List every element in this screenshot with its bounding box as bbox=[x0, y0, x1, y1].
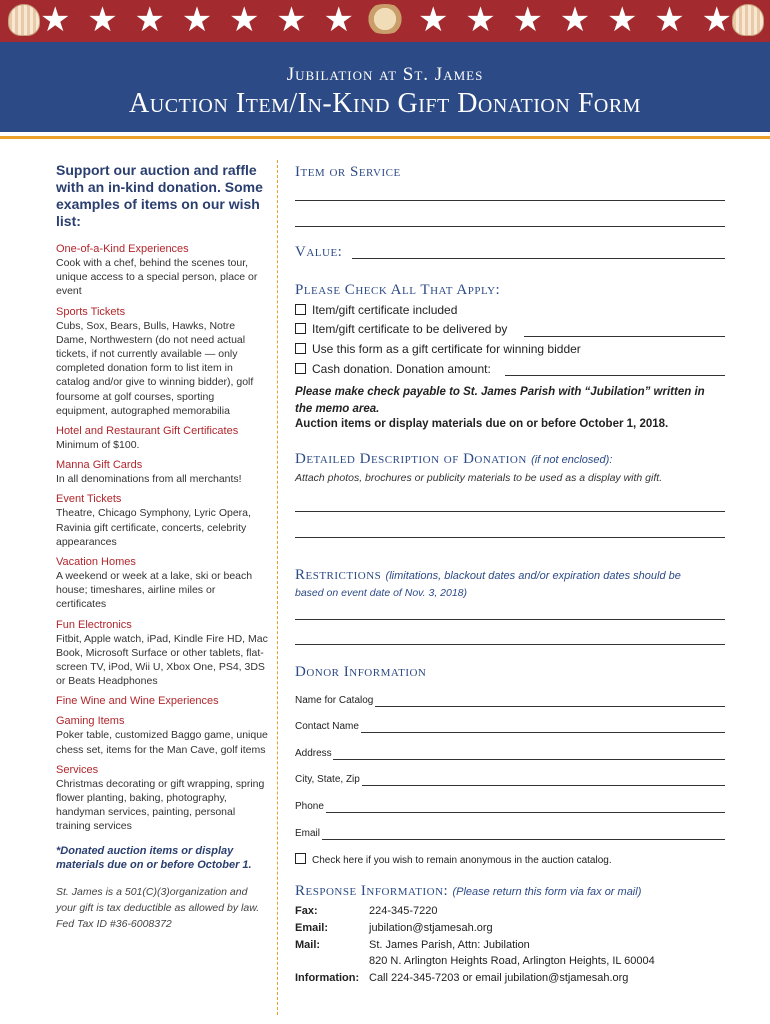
email-line[interactable] bbox=[322, 839, 725, 840]
star-icon: ★ bbox=[607, 0, 638, 40]
checkbox-label: Use this form as a gift certificate for winning bidder bbox=[312, 342, 581, 356]
item-line-1[interactable] bbox=[295, 200, 725, 201]
checkbox-label: Cash donation. Donation amount: bbox=[312, 362, 491, 376]
due-date-line: Auction items or display materials due on or before October 1, 2018. bbox=[295, 418, 669, 430]
star-icon: ★ bbox=[181, 0, 213, 40]
star-icon: ★ bbox=[465, 0, 496, 40]
star-icon: ★ bbox=[40, 0, 71, 40]
address-line[interactable] bbox=[333, 759, 725, 760]
category-title: Fun Electronics bbox=[56, 618, 132, 631]
item-line-2[interactable] bbox=[295, 226, 725, 227]
column-divider bbox=[277, 160, 278, 1015]
category-title: Hotel and Restaurant Gift Certificates bbox=[56, 425, 239, 438]
information-label: Information: bbox=[295, 972, 360, 984]
wish-list-category bbox=[56, 694, 268, 708]
checkbox-label: Item/gift certificate included bbox=[312, 303, 458, 317]
wish-list-category bbox=[56, 555, 268, 612]
wish-list-column bbox=[56, 162, 268, 932]
response-mail-2 bbox=[295, 955, 655, 967]
category-title: Vacation Homes bbox=[56, 556, 136, 569]
restrictions-line-1[interactable] bbox=[295, 619, 725, 620]
star-icon: ★ bbox=[512, 0, 543, 40]
gold-divider bbox=[0, 136, 770, 139]
description-line-1[interactable] bbox=[295, 511, 725, 512]
mail-address-line-2: 820 N. Arlington Heights Road, Arlington Heights, IL 60004 bbox=[369, 955, 655, 967]
category-body: Christmas decorating or gift wrapping, spring flower planting, baking, photography, handyman services, painting, personal training services bbox=[56, 777, 265, 833]
restrictions-line-2[interactable] bbox=[295, 644, 725, 645]
top-stars-bar bbox=[0, 0, 770, 42]
checkbox-item-included[interactable] bbox=[295, 303, 457, 317]
category-body: Fitbit, Apple watch, iPad, Kindle Fire HD, Mac Book, Microsoft Surface or other tablets, flat-screen TV, iPod, Wii U, Xbox One, PS4, 3DS or Beats Headphones bbox=[56, 632, 268, 688]
category-body: Cubs, Sox, Bears, Bulls, Hawks, Notre Dame, Northwestern (do not need actual tickets, if not currently available — only completed donation form to list item in catalog and/or give to winning bidder), golf foursome at golf courses, sporting equipment, autographed memorabilia bbox=[56, 319, 254, 417]
star-icon: ★ bbox=[134, 0, 165, 40]
email-address[interactable]: jubilation@stjamesah.org bbox=[369, 922, 493, 934]
value-line[interactable] bbox=[352, 258, 725, 259]
category-body: In all denominations from all merchants! bbox=[56, 473, 242, 486]
checkbox-icon[interactable] bbox=[295, 363, 306, 374]
restrictions-heading bbox=[295, 567, 681, 584]
description-aside: (if not enclosed): bbox=[531, 454, 613, 466]
category-title: Event Tickets bbox=[56, 493, 122, 506]
description-note: Attach photos, brochures or publicity materials to be used as a display with gift. bbox=[295, 472, 663, 484]
category-title: Gaming Items bbox=[56, 715, 125, 728]
wish-list-category bbox=[56, 242, 268, 299]
field-label-email: Email bbox=[295, 828, 321, 839]
wish-list-category bbox=[56, 305, 268, 418]
star-icon: ★ bbox=[559, 0, 591, 40]
anonymous-checkbox[interactable] bbox=[295, 853, 612, 866]
wish-list-intro: Support our auction and raffle with an in-kind donation. Some examples of items on our wish list: bbox=[56, 162, 263, 229]
category-title: Fine Wine and Wine Experiences bbox=[56, 695, 219, 708]
checkbox-cash-donation[interactable] bbox=[295, 362, 491, 376]
email-label: Email: bbox=[295, 922, 329, 934]
category-title: One-of-a-Kind Experiences bbox=[56, 243, 189, 255]
fax-label: Fax: bbox=[295, 905, 318, 917]
delivered-by-line[interactable] bbox=[524, 336, 725, 337]
information-text: Call 224-345-7203 or email jubilation@stjamesah.org bbox=[369, 972, 629, 984]
wish-list-category bbox=[56, 458, 268, 486]
category-body: Poker table, customized Baggo game, unique chess set, items for the Man Cave, golf items bbox=[56, 729, 268, 756]
donor-heading: Donor Information bbox=[295, 664, 427, 680]
description-line-2[interactable] bbox=[295, 537, 725, 538]
city-state-zip-line[interactable] bbox=[362, 785, 725, 786]
item-heading: Item or Service bbox=[295, 164, 401, 180]
checkbox-label: Item/gift certificate to be delivered by bbox=[312, 322, 508, 336]
wish-list-category bbox=[56, 424, 268, 452]
response-information bbox=[295, 972, 628, 984]
star-icon: ★ bbox=[418, 0, 449, 40]
response-heading bbox=[295, 883, 641, 900]
mail-label: Mail: bbox=[295, 939, 321, 951]
field-label-phone: Phone bbox=[295, 801, 324, 812]
star-icon: ★ bbox=[701, 0, 732, 40]
response-aside: (Please return this form via fax or mail) bbox=[452, 886, 642, 898]
star-icon: ★ bbox=[229, 0, 260, 40]
response-mail bbox=[295, 939, 530, 951]
description-heading-text: Detailed Description of Donation bbox=[295, 451, 527, 467]
description-heading bbox=[295, 451, 612, 468]
shell-icon bbox=[732, 4, 764, 36]
category-title: Sports Tickets bbox=[56, 305, 126, 318]
category-body: Minimum of $100. bbox=[56, 439, 140, 452]
wish-list-category bbox=[56, 492, 268, 549]
category-title: Manna Gift Cards bbox=[56, 459, 143, 472]
fax-number: 224-345-7220 bbox=[369, 905, 438, 917]
response-fax bbox=[295, 905, 438, 917]
contact-name-line[interactable] bbox=[361, 732, 725, 733]
checkbox-icon[interactable] bbox=[295, 343, 306, 354]
due-date-note: *Donated auction items or display materials due on or before October 1. bbox=[56, 844, 252, 871]
form-title: Auction Item/In-Kind Gift Donation Form bbox=[129, 88, 641, 119]
category-body: A weekend or week at a lake, ski or beach house; timeshares, airline miles or certificates bbox=[56, 570, 253, 611]
checkbox-icon[interactable] bbox=[295, 304, 306, 315]
wish-list-category bbox=[56, 763, 268, 834]
mail-address-line-1: St. James Parish, Attn: Jubilation bbox=[369, 939, 530, 951]
star-icon: ★ bbox=[323, 0, 354, 40]
wish-list-category bbox=[56, 618, 268, 689]
star-icon: ★ bbox=[87, 0, 118, 40]
field-label-city: City, State, Zip bbox=[295, 774, 360, 785]
response-heading-text: Response Information: bbox=[295, 883, 449, 899]
star-icon: ★ bbox=[654, 0, 685, 40]
category-body: Cook with a chef, behind the scenes tour, unique access to a special person, place or event bbox=[56, 257, 258, 298]
check-heading: Please Check All That Apply: bbox=[295, 282, 501, 298]
field-label-name: Name for Catalog bbox=[295, 695, 374, 706]
phone-line[interactable] bbox=[326, 812, 725, 813]
category-body: Theatre, Chicago Symphony, Lyric Opera, Ravinia gift certificate, concerts, celebrity appearances bbox=[56, 507, 251, 548]
seal-emblem-icon bbox=[362, 4, 408, 34]
response-email bbox=[295, 922, 493, 934]
donation-amount-line[interactable] bbox=[505, 375, 725, 376]
event-subtitle: Jubilation at St. James bbox=[286, 64, 484, 85]
tax-statement: St. James is a 501(C)(3)organization and your gift is tax deductible as allowed by law. Fed Tax ID #36-6008372 bbox=[56, 885, 260, 930]
category-title: Services bbox=[56, 763, 99, 776]
anonymous-label: Check here if you wish to remain anonymous in the auction catalog. bbox=[312, 855, 612, 866]
star-icon: ★ bbox=[276, 0, 307, 40]
checkbox-icon[interactable] bbox=[295, 323, 306, 334]
name-for-catalog-line[interactable] bbox=[375, 706, 725, 707]
shell-icon bbox=[8, 4, 40, 36]
restrictions-aside: (limitations, blackout dates and/or expiration dates should be bbox=[385, 570, 681, 582]
checkbox-gift-certificate[interactable] bbox=[295, 342, 581, 356]
wish-list-category bbox=[56, 714, 268, 756]
value-heading: Value: bbox=[295, 244, 343, 260]
check-payable-note: Please make check payable to St. James Parish with “Jubilation” written in the memo area. bbox=[295, 386, 705, 415]
restrictions-aside-2: based on event date of Nov. 3, 2018) bbox=[295, 587, 468, 599]
field-label-contact: Contact Name bbox=[295, 721, 359, 732]
checkbox-icon[interactable] bbox=[295, 853, 306, 864]
restrictions-heading-text: Restrictions bbox=[295, 567, 382, 583]
checkbox-item-delivered[interactable] bbox=[295, 322, 507, 336]
field-label-address: Address bbox=[295, 748, 332, 759]
